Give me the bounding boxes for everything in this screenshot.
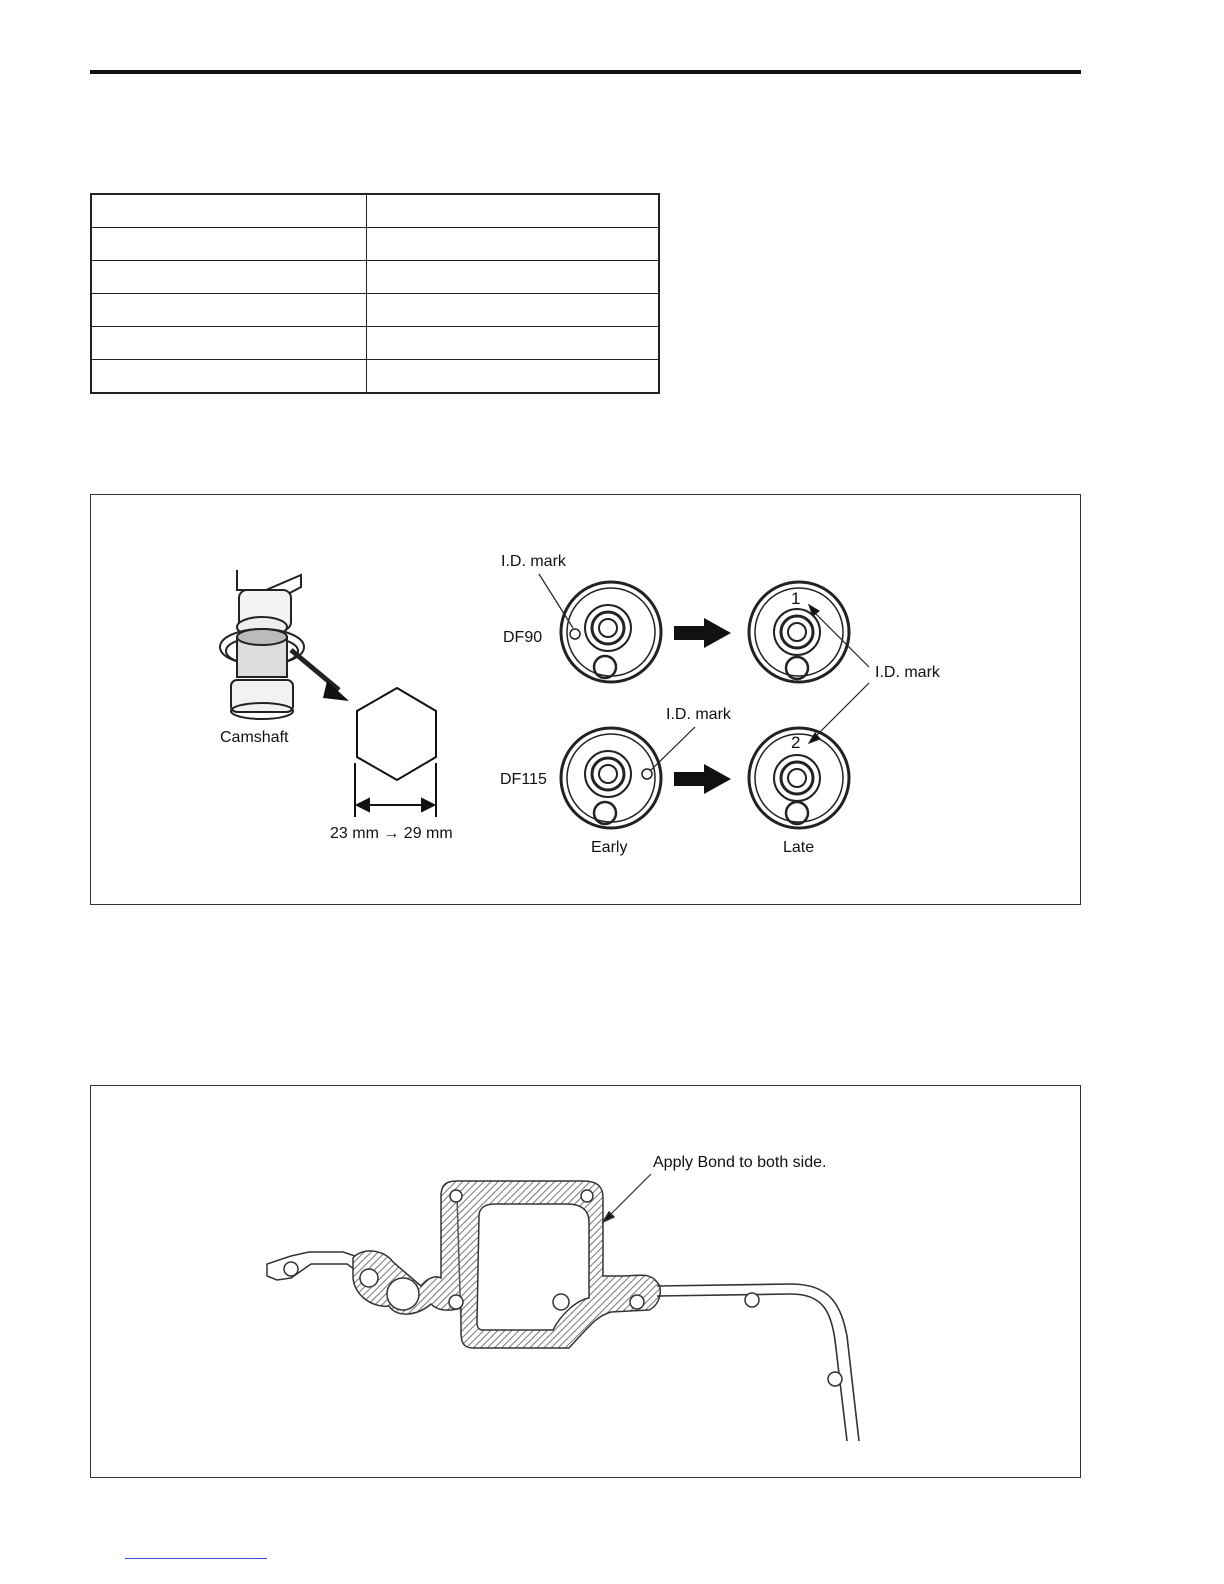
camshaft-label: Camshaft <box>220 729 289 746</box>
table-row <box>91 360 659 394</box>
id-mark-number-2: 2 <box>791 733 801 752</box>
df115-label: DF115 <box>500 771 547 788</box>
gasket-illustration <box>91 1086 1080 1477</box>
figure-camshaft-id-mark <box>90 494 1081 905</box>
hexagon-nut-drawing <box>355 688 436 817</box>
df90-label: DF90 <box>503 629 543 646</box>
early-label: Early <box>591 839 628 856</box>
id-mark-number-1: 1 <box>791 589 801 608</box>
table-row <box>91 228 659 261</box>
late-label: Late <box>783 839 815 856</box>
gasket-drawing <box>267 1174 859 1441</box>
id-mark-label-right: I.D. mark <box>875 664 940 681</box>
camshaft-drawing <box>220 570 349 719</box>
header-rule <box>90 70 1081 74</box>
id-mark-label-mid: I.D. mark <box>666 706 731 723</box>
table-row <box>91 261 659 294</box>
table-row <box>91 327 659 360</box>
footer-link-underline[interactable] <box>125 1558 267 1559</box>
spec-table <box>90 193 660 394</box>
figure-gasket <box>90 1085 1081 1478</box>
id-mark-label-top: I.D. mark <box>501 553 566 570</box>
camshaft-illustration <box>91 495 1080 904</box>
table-row <box>91 294 659 327</box>
table-row <box>91 194 659 228</box>
bond-note-label: Apply Bond to both side. <box>653 1154 827 1171</box>
df90-early-pulley <box>539 574 661 682</box>
id-mark-leaders <box>809 605 869 743</box>
dimension-label: 23 mm → 29 mm <box>330 825 453 842</box>
